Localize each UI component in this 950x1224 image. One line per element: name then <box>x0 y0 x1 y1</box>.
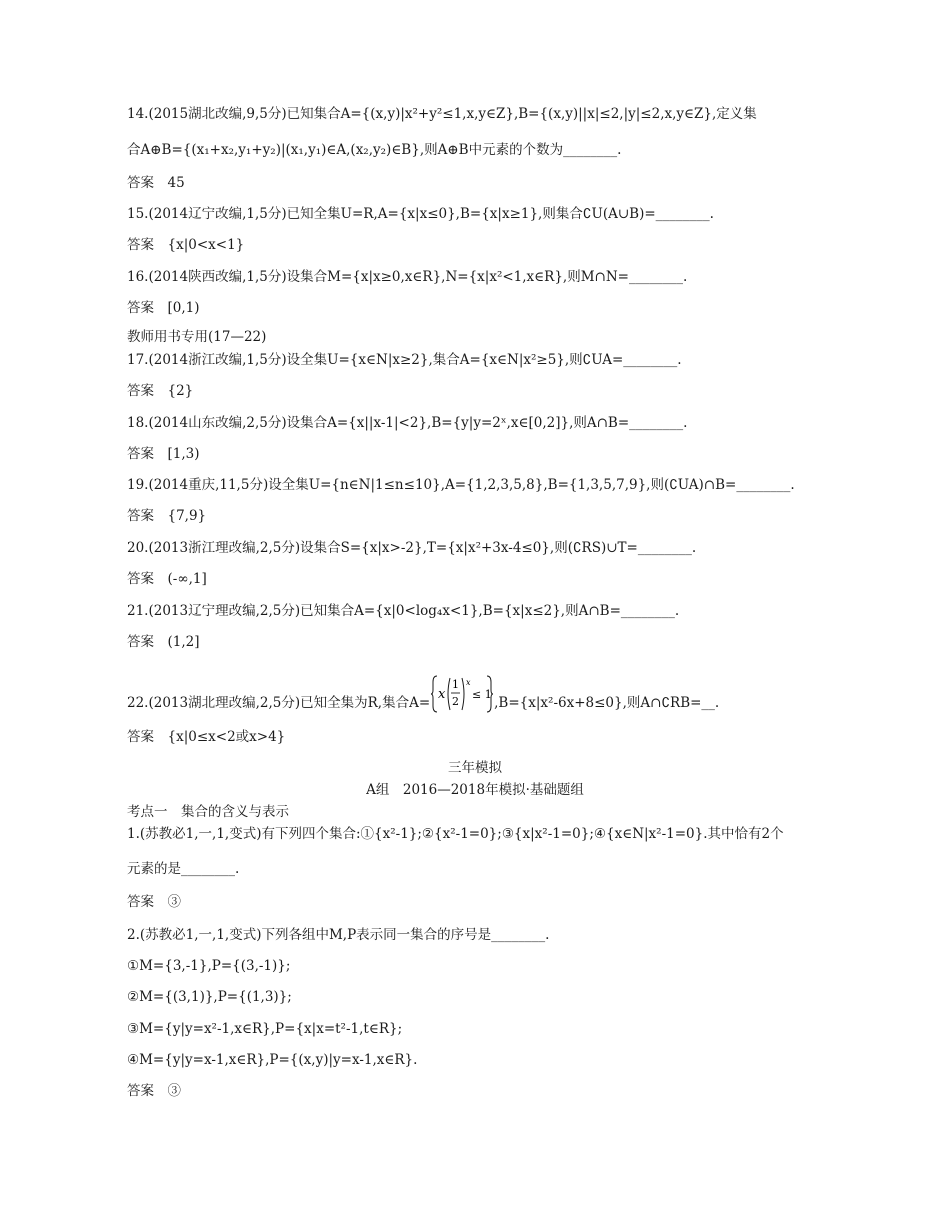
question-18: 18.(2014山东改编,2,5分)设集合A={x||x-1|<2},B={y|y=2ˣ,x∈[0,2]},则A∩B=________. <box>127 415 688 431</box>
practice-2-option-4: ④M={y|y=x-1,x∈R},P={(x,y)|y=x-1,x∈R}. <box>127 1052 418 1068</box>
answer-14: 答案 45 <box>127 175 185 191</box>
question-22-prefix: 22.(2013湖北理改编,2,5分)已知全集为R,集合A= <box>127 695 431 711</box>
question-15: 15.(2014辽宁改编,1,5分)已知全集U=R,A={x|x≤0},B={x|x≥1},则集合∁U(A∪B)=________. <box>127 206 714 222</box>
question-22 <box>127 672 719 735</box>
set-formula-graphic <box>431 672 493 716</box>
practice-2-option-1: ①M={3,-1},P={(3,-1)}; <box>127 958 291 974</box>
teacher-only-heading: 教师用书专用(17—22) <box>127 329 267 345</box>
answer-18: 答案 [1,3) <box>127 446 200 462</box>
answer-19: 答案 {7,9} <box>127 508 207 524</box>
answer-21: 答案 (1,2] <box>127 634 200 650</box>
practice-1-line-1: 1.(苏教必1,一,1,变式)有下列四个集合:①{x²-1};②{x²-1=0};③{x|x²-1=0};④{x∈N|x²-1=0}.其中恰有2个 <box>127 826 784 842</box>
practice-2-answer: 答案 ③ <box>127 1083 181 1099</box>
practice-2-question: 2.(苏教必1,一,1,变式)下列各组中M,P表示同一集合的序号是________. <box>127 927 550 943</box>
practice-2-option-2: ②M={(3,1)},P={(1,3)}; <box>127 989 292 1005</box>
practice-1-answer: 答案 ③ <box>127 894 181 910</box>
question-17: 17.(2014浙江改编,1,5分)设全集U={x∈N|x≥2},集合A={x∈N|x²≥5},则∁UA=________. <box>127 352 682 368</box>
section-title: 三年模拟 <box>448 760 502 776</box>
set-formula <box>431 672 493 735</box>
answer-16: 答案 [0,1) <box>127 300 200 316</box>
formula-denominator: 2 <box>452 695 460 708</box>
question-21: 21.(2013辽宁理改编,2,5分)已知集合A={x|0<log₄x<1},B={x|x≤2},则A∩B=________. <box>127 603 680 619</box>
question-14-line-2: 合A⊕B={(x₁+x₂,y₁+y₂)|(x₁,y₁)∈A,(x₂,y₂)∈B},则A⊕B中元素的个数为________. <box>127 142 622 158</box>
answer-15: 答案 {x|0<x<1} <box>127 237 245 253</box>
question-20: 20.(2013浙江理改编,2,5分)设集合S={x|x>-2},T={x|x²+3x-4≤0},则(∁RS)∪T=________. <box>127 540 697 556</box>
formula-numerator: 1 <box>452 678 460 691</box>
group-title: A组 2016—2018年模拟·基础题组 <box>366 782 584 798</box>
kaodian-heading: 考点一 集合的含义与表示 <box>127 804 289 820</box>
practice-1-line-2: 元素的是________. <box>127 861 240 877</box>
formula-exponent: x <box>466 678 471 687</box>
answer-17: 答案 {2} <box>127 383 194 399</box>
question-16: 16.(2014陕西改编,1,5分)设集合M={x|x≥0,x∈R},N={x|x²<1,x∈R},则M∩N=________. <box>127 269 688 285</box>
question-22-suffix: ,B={x|x²-6x+8≤0},则A∩∁RB=__. <box>494 695 720 711</box>
question-19: 19.(2014重庆,11,5分)设全集U={n∈N|1≤n≤10},A={1,2,3,5,8},B={1,3,5,7,9},则(∁UA)∩B=________. <box>127 477 795 493</box>
practice-2-option-3: ③M={y|y=x²-1,x∈R},P={x|x=t²-1,t∈R}; <box>127 1021 403 1037</box>
question-14-line-1: 14.(2015湖北改编,9,5分)已知集合A={(x,y)|x²+y²≤1,x,y∈Z},B={(x,y)||x|≤2,|y|≤2,x,y∈Z},定义集 <box>127 106 757 122</box>
answer-22: 答案 {x|0≤x<2或x>4} <box>127 729 286 745</box>
formula-var: x <box>438 687 446 702</box>
formula-relation: ≤ 1 <box>472 688 492 701</box>
answer-20: 答案 (-∞,1] <box>127 571 207 587</box>
